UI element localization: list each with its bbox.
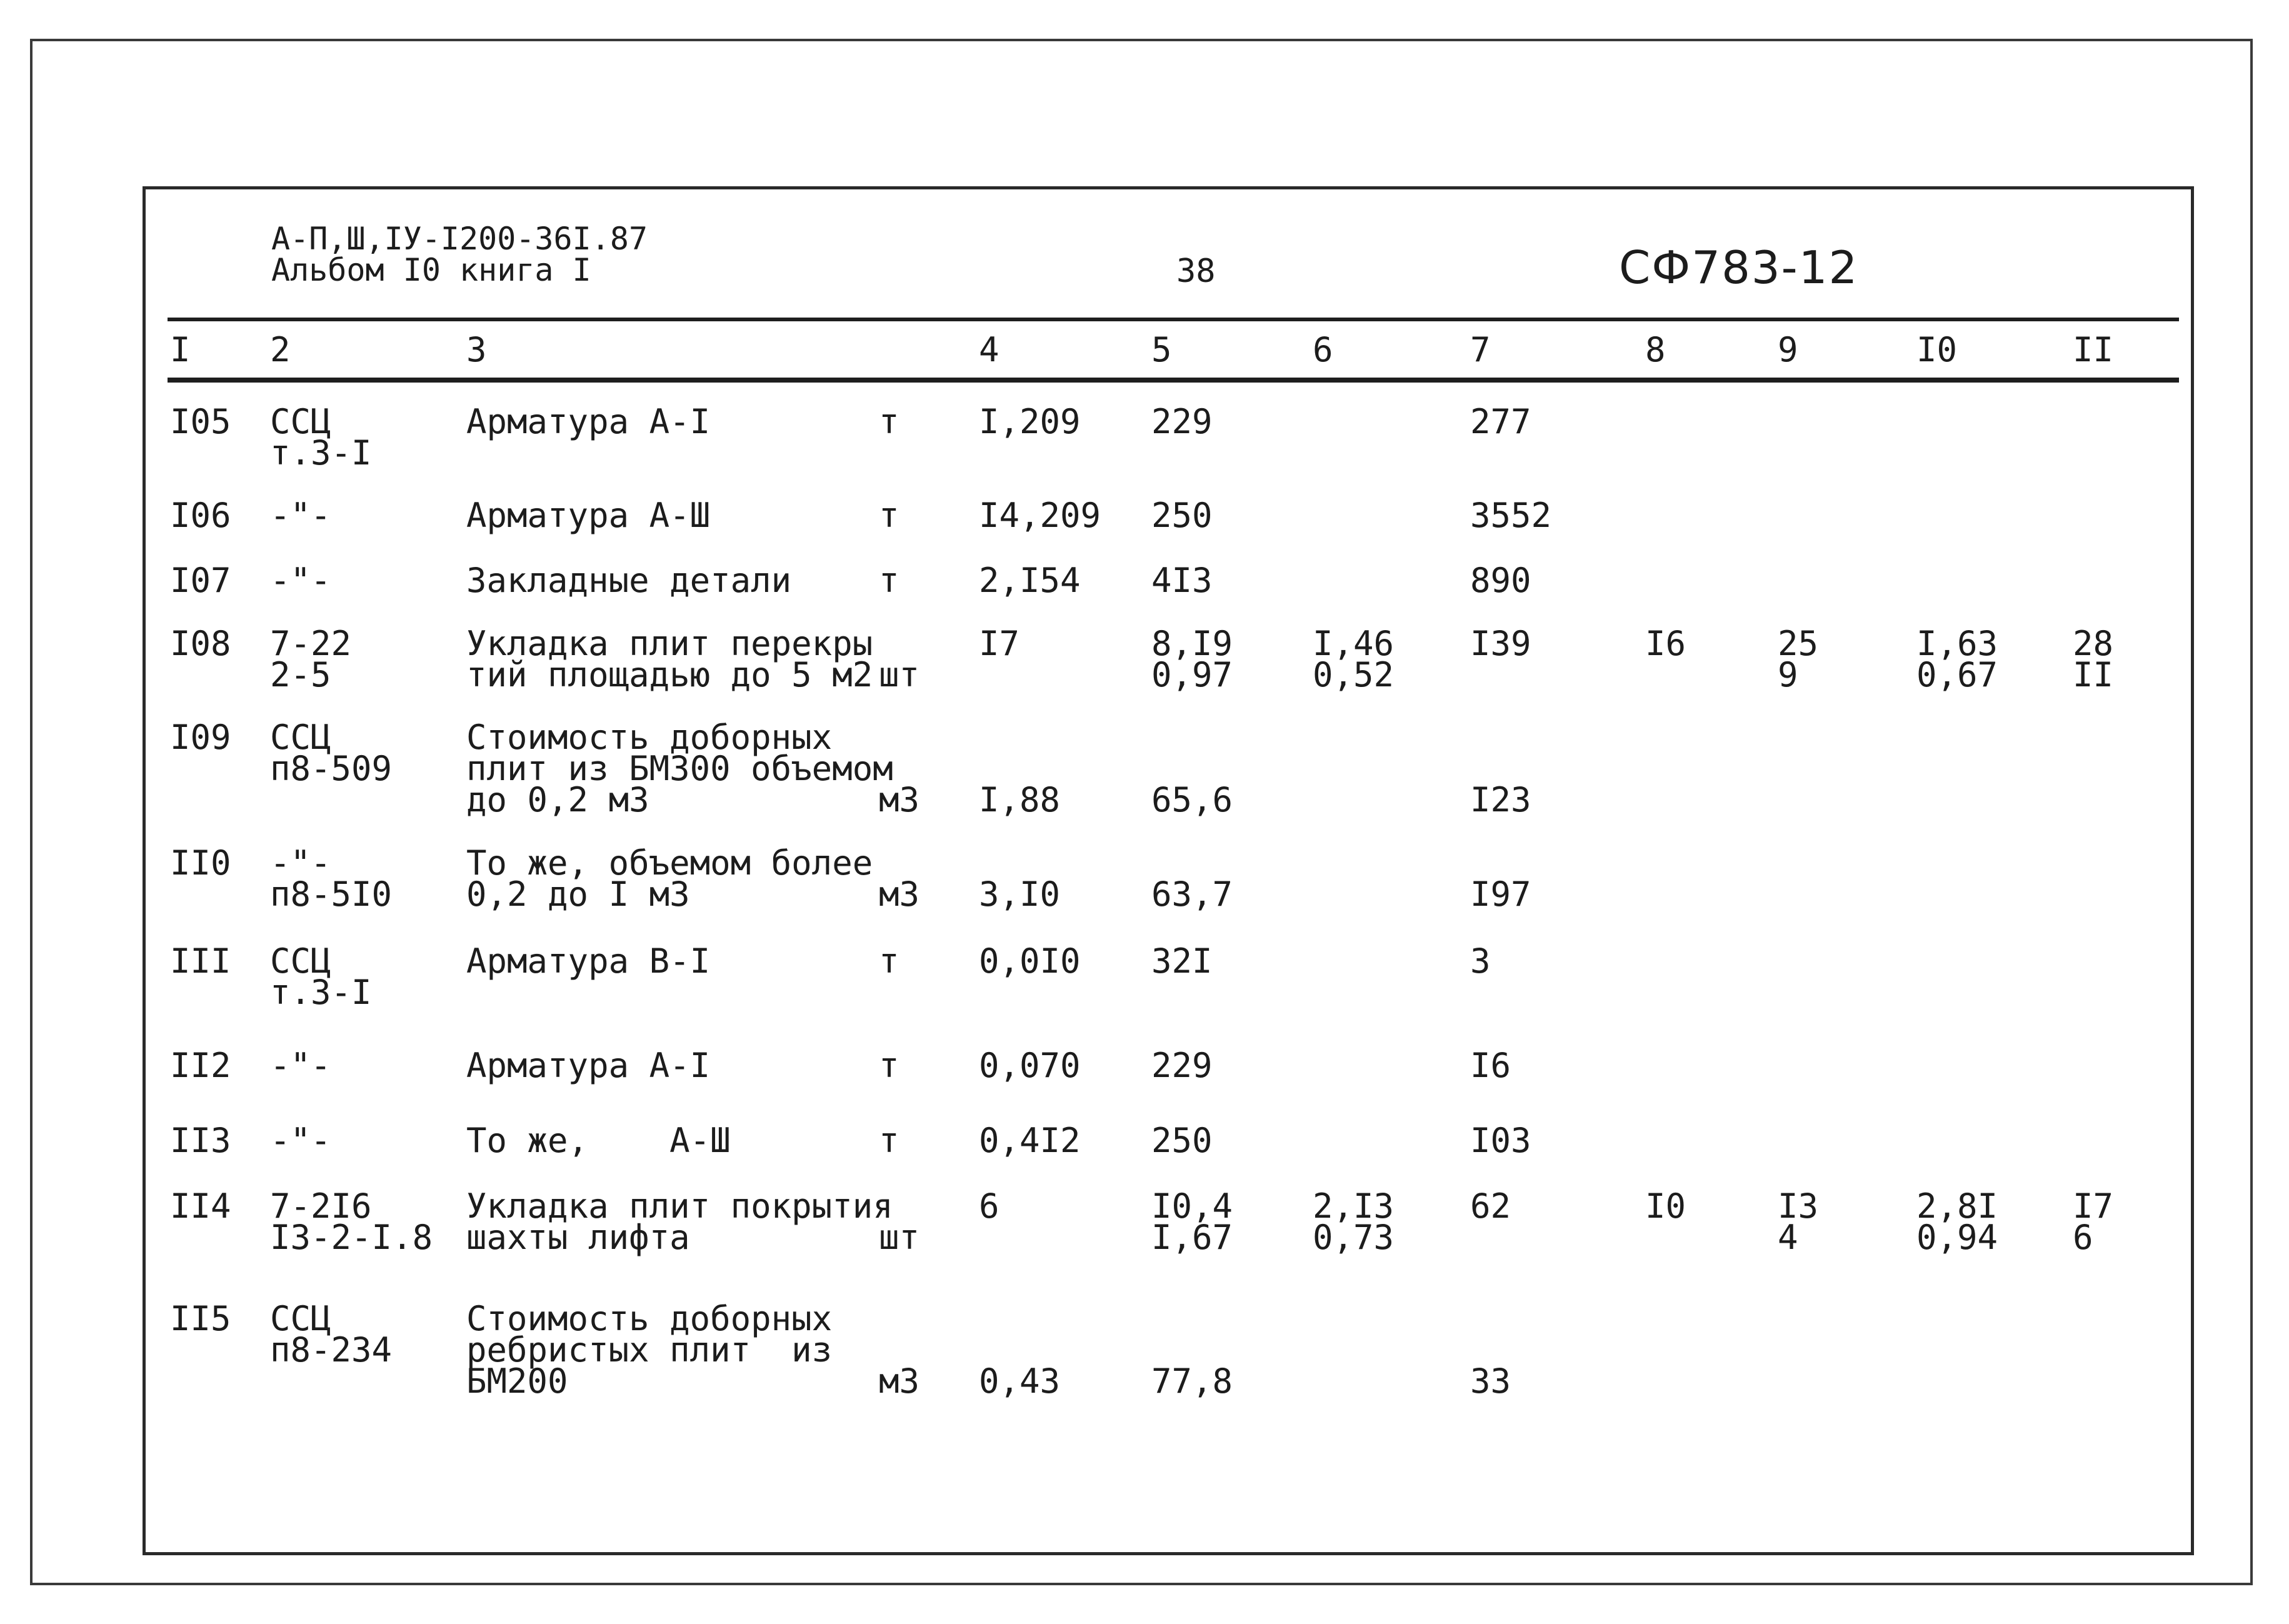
justification-code: 7-2I6 I3-2-I.8 <box>270 1186 433 1257</box>
column-header-10: I0 <box>1916 330 1958 369</box>
quantity-value: I4,209 <box>979 496 1101 535</box>
unit-of-measure: м3 <box>879 1361 920 1401</box>
justification-code: -"- <box>270 1121 331 1160</box>
quantity-value: 3,I0 <box>979 875 1061 914</box>
unit-cost-value: I0,4 I,67 <box>1151 1186 1233 1257</box>
work-description: Закладные детали <box>466 561 792 600</box>
column-header-5: 5 <box>1151 330 1172 369</box>
work-description: Арматура В-I <box>466 941 711 981</box>
work-description: Арматура А-Ш <box>466 496 711 535</box>
column-header-2: 2 <box>270 330 291 369</box>
justification-code: ССЦ п8-509 <box>270 718 393 788</box>
quantity-value: 6 <box>979 1186 999 1226</box>
total-cost-value: I23 <box>1470 780 1531 820</box>
total-cost-value: 277 <box>1470 402 1531 441</box>
document-code: СФ783-12 <box>1619 241 1859 294</box>
row-number: I06 <box>170 496 231 535</box>
work-description: То же, объемом более 0,2 до I м3 <box>466 843 873 914</box>
quantity-value: I,88 <box>979 780 1061 820</box>
justification-code: -"- <box>270 1046 331 1085</box>
unit-cost-value: 77,8 <box>1151 1361 1233 1401</box>
row-number: I09 <box>170 718 231 757</box>
unit-cost-value: 229 <box>1151 402 1213 441</box>
unit-cost-value: 250 <box>1151 496 1213 535</box>
page-number: 38 <box>1176 253 1216 290</box>
column-10-value: 2,8I 0,94 <box>1916 1186 1998 1257</box>
column-header-3: 3 <box>466 330 487 369</box>
row-number: II5 <box>170 1299 231 1338</box>
unit-cost-value: 4I3 <box>1151 561 1213 600</box>
justification-code: ССЦ п8-234 <box>270 1299 393 1370</box>
work-description: Стоимость доборных плит из БМ300 объемом до 0,2 м3 <box>466 718 893 820</box>
justification-code: ССЦ т.3-I <box>270 402 372 473</box>
column-header-4: 4 <box>979 330 999 369</box>
header-rule-bottom <box>168 378 2179 383</box>
unit-cost-value: 63,7 <box>1151 875 1233 914</box>
justification-code: ССЦ т.3-I <box>270 941 372 1012</box>
unit-of-measure: т <box>879 561 899 600</box>
column-header-11: II <box>2073 330 2114 369</box>
unit-cost-value: 32I <box>1151 941 1213 981</box>
row-number: II0 <box>170 843 231 883</box>
quantity-value: 2,I54 <box>979 561 1081 600</box>
unit-cost-value: 8,I9 0,97 <box>1151 624 1233 694</box>
work-description: Арматура А-I <box>466 402 711 441</box>
total-cost-value: 62 <box>1470 1186 1511 1226</box>
quantity-value: I7 <box>979 624 1020 663</box>
unit-of-measure: м3 <box>879 875 920 914</box>
column-header-8: 8 <box>1645 330 1666 369</box>
row-number: I08 <box>170 624 231 663</box>
unit-cost-value: 250 <box>1151 1121 1213 1160</box>
quantity-value: 0,0I0 <box>979 941 1081 981</box>
total-cost-value: I97 <box>1470 875 1531 914</box>
total-cost-value: 890 <box>1470 561 1531 600</box>
column-header-6: 6 <box>1313 330 1333 369</box>
quantity-value: I,209 <box>979 402 1081 441</box>
justification-code: -"- <box>270 561 331 600</box>
row-number: III <box>170 941 231 981</box>
column-header-1: I <box>170 330 191 369</box>
row-number: II4 <box>170 1186 231 1226</box>
unit-of-measure: т <box>879 402 899 441</box>
justification-code: 7-22 2-5 <box>270 624 352 694</box>
total-cost-value: 33 <box>1470 1361 1511 1401</box>
total-cost-value: 3 <box>1470 941 1491 981</box>
unit-cost-value: 229 <box>1151 1046 1213 1085</box>
header-rule-top <box>168 318 2179 321</box>
work-description: Арматура А-I <box>466 1046 711 1085</box>
total-cost-value: 3552 <box>1470 496 1552 535</box>
total-cost-value: I6 <box>1470 1046 1511 1085</box>
column-9-value: 25 9 <box>1778 624 1819 694</box>
unit-of-measure: т <box>879 496 899 535</box>
unit-of-measure: т <box>879 941 899 981</box>
unit-of-measure: т <box>879 1121 899 1160</box>
justification-code: -"- <box>270 496 331 535</box>
row-number: II3 <box>170 1121 231 1160</box>
unit-cost-value: 65,6 <box>1151 780 1233 820</box>
column-9-value: I3 4 <box>1778 1186 1819 1257</box>
unit-of-measure: шт <box>879 655 920 694</box>
total-cost-value: I03 <box>1470 1121 1531 1160</box>
row-number: I07 <box>170 561 231 600</box>
row-number: II2 <box>170 1046 231 1085</box>
column-6-value: 2,I3 0,73 <box>1313 1186 1395 1257</box>
column-header-7: 7 <box>1470 330 1491 369</box>
header-line-1: А-П,Ш,IУ-I200-36I.87 <box>271 221 648 257</box>
row-number: I05 <box>170 402 231 441</box>
work-description: То же, А-Ш <box>466 1121 731 1160</box>
justification-code: -"- п8-5I0 <box>270 843 393 914</box>
column-8-value: I0 <box>1645 1186 1686 1226</box>
column-8-value: I6 <box>1645 624 1686 663</box>
unit-of-measure: т <box>879 1046 899 1085</box>
work-description: Укладка плит покрытия шахты лифта <box>466 1186 893 1257</box>
work-description: Стоимость доборных ребристых плит из БМ200 <box>466 1299 833 1401</box>
quantity-value: 0,43 <box>979 1361 1061 1401</box>
column-11-value: I7 6 <box>2073 1186 2114 1257</box>
column-11-value: 28 II <box>2073 624 2114 694</box>
work-description: Укладка плит перекры тий площадью до 5 м2 <box>466 624 873 694</box>
header-line-2: Альбом I0 книга I <box>271 252 591 288</box>
column-6-value: I,46 0,52 <box>1313 624 1395 694</box>
unit-of-measure: шт <box>879 1218 920 1257</box>
column-header-9: 9 <box>1778 330 1798 369</box>
total-cost-value: I39 <box>1470 624 1531 663</box>
quantity-value: 0,4I2 <box>979 1121 1081 1160</box>
inner-frame <box>143 186 2194 1555</box>
column-10-value: I,63 0,67 <box>1916 624 1998 694</box>
quantity-value: 0,070 <box>979 1046 1081 1085</box>
unit-of-measure: м3 <box>879 780 920 820</box>
